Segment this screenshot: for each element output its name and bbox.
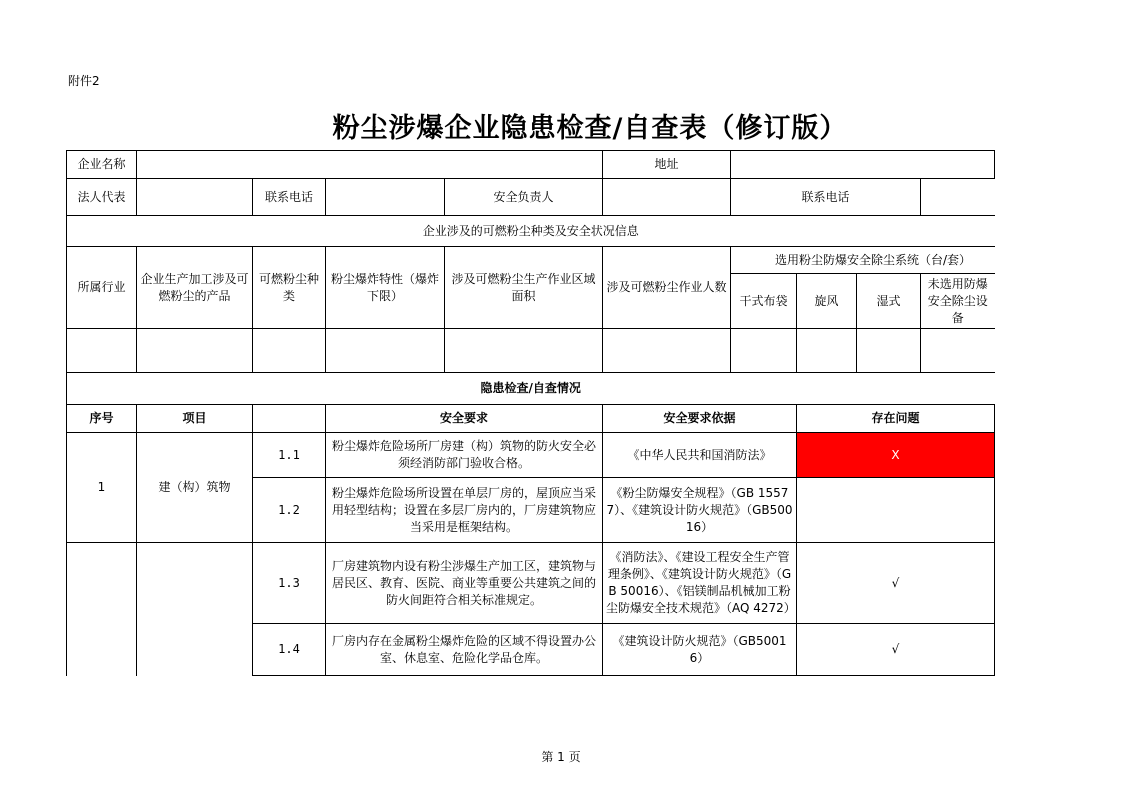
industry-value[interactable] xyxy=(67,329,137,373)
col-people: 涉及可燃粉尘作业人数 xyxy=(603,247,731,329)
attachment-label: 附件2 xyxy=(68,74,100,88)
address-value[interactable] xyxy=(731,151,995,179)
table-row-basis: 《消防法》、《建设工程安全生产管理条例》、《建筑设计防火规范》（GB 50016）、《铝镁制品机械加工粉尘防爆安全技术规范》（AQ 4272） xyxy=(603,543,797,624)
safety-manager-value[interactable] xyxy=(603,179,731,216)
safety-manager-label: 安全负责人 xyxy=(445,179,603,216)
contact-phone2-value[interactable] xyxy=(921,179,995,216)
cyclone-value[interactable] xyxy=(797,329,857,373)
contact-phone-label: 联系电话 xyxy=(253,179,326,216)
check-section-heading: 隐患检查/自查情况 xyxy=(67,373,995,405)
table-row-sub: 1.1 xyxy=(253,433,326,478)
enterprise-name-label: 企业名称 xyxy=(67,151,137,179)
none-value[interactable] xyxy=(921,329,995,373)
table-row-issue[interactable] xyxy=(797,478,995,543)
sys-wet: 湿式 xyxy=(857,274,921,329)
col-sub xyxy=(253,405,326,433)
legal-rep-value[interactable] xyxy=(137,179,253,216)
group-item-empty xyxy=(137,543,253,676)
dust-section-heading: 企业涉及的可燃粉尘种类及安全状况信息 xyxy=(67,216,995,247)
table-row-basis: 《粉尘防爆安全规程》（GB 15577）、《建筑设计防火规范》（GB50016） xyxy=(603,478,797,543)
page-title: 粉尘涉爆企业隐患检查/自查表（修订版） xyxy=(332,113,848,144)
table-row-req: 厂房建筑物内设有粉尘涉爆生产加工区，建筑物与居民区、教育、医院、商业等重要公共建筑之间的防火间距符合相关标准规定。 xyxy=(326,543,603,624)
table-row-issue[interactable]: √ xyxy=(797,543,995,624)
table-row-sub: 1.2 xyxy=(253,478,326,543)
address-label: 地址 xyxy=(603,151,731,179)
table-row-issue[interactable]: √ xyxy=(797,624,995,676)
inspection-table xyxy=(66,150,995,676)
col-no: 序号 xyxy=(67,405,137,433)
table-row-basis: 《中华人民共和国消防法》 xyxy=(603,433,797,478)
col-issue: 存在问题 xyxy=(797,405,995,433)
page-number: 第 1 页 xyxy=(541,750,581,764)
col-area: 涉及可燃粉尘生产作业区域面积 xyxy=(445,247,603,329)
sys-none: 未选用防爆安全除尘设备 xyxy=(921,274,995,329)
table-row-sub: 1.4 xyxy=(253,624,326,676)
sys-dry-bag: 干式布袋 xyxy=(731,274,797,329)
col-req: 安全要求 xyxy=(326,405,603,433)
contact-phone2-label: 联系电话 xyxy=(731,179,921,216)
col-products: 企业生产加工涉及可燃粉尘的产品 xyxy=(137,247,253,329)
dry-bag-value[interactable] xyxy=(731,329,797,373)
area-value[interactable] xyxy=(445,329,603,373)
explosion-value[interactable] xyxy=(326,329,445,373)
system-group: 选用粉尘防爆安全除尘系统（台/套） xyxy=(731,247,995,274)
group-item: 建（构）筑物 xyxy=(137,433,253,543)
col-item: 项目 xyxy=(137,405,253,433)
legal-rep-label: 法人代表 xyxy=(67,179,137,216)
sys-cyclone: 旋风 xyxy=(797,274,857,329)
table-row-sub: 1.3 xyxy=(253,543,326,624)
table-row-req: 粉尘爆炸危险场所厂房建（构）筑物的防火安全必须经消防部门验收合格。 xyxy=(326,433,603,478)
group-no: 1 xyxy=(67,433,137,543)
table-row-req: 厂房内存在金属粉尘爆炸危险的区域不得设置办公室、休息室、危险化学品仓库。 xyxy=(326,624,603,676)
contact-phone-value[interactable] xyxy=(326,179,445,216)
products-value[interactable] xyxy=(137,329,253,373)
table-row-basis: 《建筑设计防火规范》（GB50016） xyxy=(603,624,797,676)
col-dust-type: 可燃粉尘种类 xyxy=(253,247,326,329)
group-no-empty xyxy=(67,543,137,676)
col-industry: 所属行业 xyxy=(67,247,137,329)
col-explosion: 粉尘爆炸特性（爆炸下限） xyxy=(326,247,445,329)
table-row-req: 粉尘爆炸危险场所设置在单层厂房的，屋顶应当采用轻型结构；设置在多层厂房内的，厂房建筑物应当采用是框架结构。 xyxy=(326,478,603,543)
table-row-issue[interactable]: X xyxy=(797,433,995,478)
col-basis: 安全要求依据 xyxy=(603,405,797,433)
wet-value[interactable] xyxy=(857,329,921,373)
dust-type-value[interactable] xyxy=(253,329,326,373)
people-value[interactable] xyxy=(603,329,731,373)
enterprise-name-value[interactable] xyxy=(137,151,603,179)
